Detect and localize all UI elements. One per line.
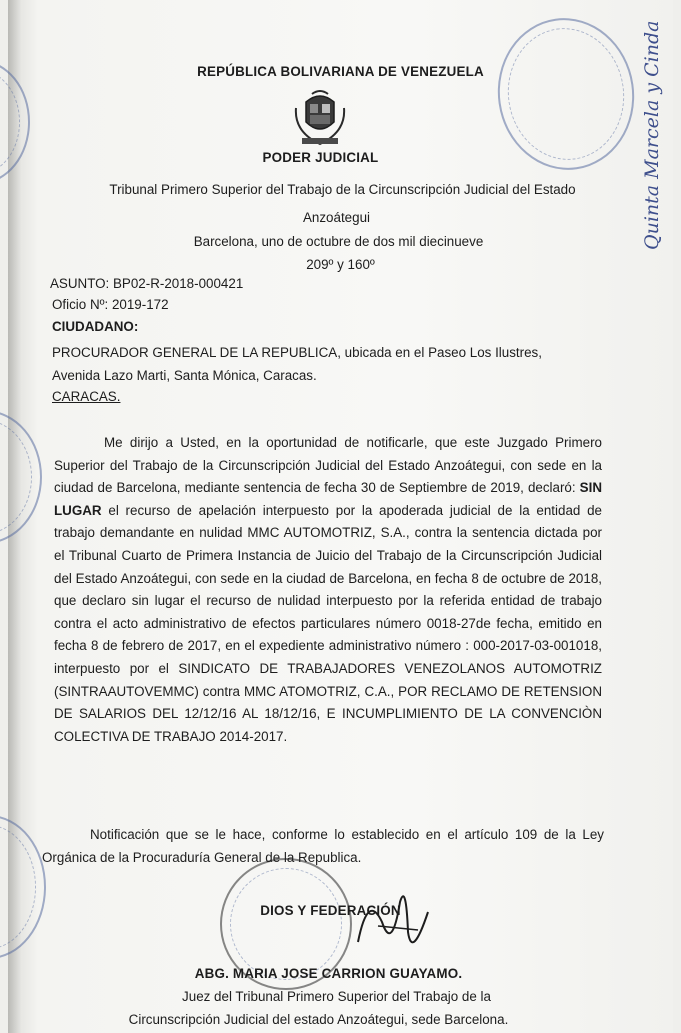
- header-branch: PODER JUDICIAL: [262, 150, 379, 165]
- body-paragraph-1-intro: Me dirijo a Usted, en la oportunidad de notificarle, que este Juzgado Primero Superior del Trabajo de la Circunscripción Judicial del Estado Anzoátegui, con sede en la ciudad de Barcelona, mediante sentencia de fecha 30 de Septiembre de 2019, declaró:: [54, 435, 602, 496]
- header-court-line1: Tribunal Primero Superior del Trabajo de la Circunscripción Judicial del Estado: [109, 182, 576, 197]
- addressee-title: CIUDADANO:: [52, 319, 139, 334]
- header-years: 209º y 160º: [306, 257, 375, 272]
- coat-of-arms-icon: [292, 88, 348, 148]
- header-court-line2: Anzoátegui: [302, 210, 370, 225]
- body-paragraph-2: Notificación que se le hace, conforme lo establecido en el artículo 109 de la Ley Orgánica de la Procuraduría General de la Republica.: [42, 827, 604, 865]
- header-country: REPÚBLICA BOLIVARIANA DE VENEZUELA: [197, 64, 484, 79]
- ruling-sin-lugar: SIN LUGAR: [54, 480, 602, 518]
- signature-name: ABG. MARIA JOSE CARRION GUAYAMO.: [194, 966, 463, 981]
- header-place-date: Barcelona, uno de octubre de dos mil diecinueve: [193, 234, 484, 249]
- signature-role-line1: Juez del Tribunal Primero Superior del Trabajo de la: [182, 989, 491, 1004]
- office-number: Oficio Nº: 2019-172: [52, 297, 169, 312]
- body-paragraph-1-rest: el recurso de apelación interpuesto por la apoderada judicial de la entidad de trabajo demandante en nulidad MMC AUTOMOTRIZ, S.A., contra la sentencia dictada por el Tribunal Cuarto de Primera Instancia de Juicio del Trabajo de la Circunscripción Judicial del Estado Anzoátegui, con sede en la ciudad de Barcelona, en fecha 8 de octubre de 2018, que declaro sin lugar el recurso de nulidad interpuesto por la referida entidad de trabajo contra el acto administrativo de efectos particulares número 0018-27de fecha, emitido en fecha 8 de febrero de 2017, en el expediente administrativo número : 000-2017-03-001018, interpuesto por el SINDICATO DE TRABAJADORES VENEZOLANOS AUTOMOTRIZ (SINTRAAUTOVEMMC) contra MMC ATOMOTRIZ, C.A., POR RECLAMO DE RETENSION DE SALARIOS DEL 12/12/16 AL 18/12/16, E INCUMPLIMIENTO DE LA CONVENCIÒN COLECTIVA DE TRABAJO 2014-2017.: [54, 502, 602, 744]
- addressee-line2: Avenida Lazo Marti, Santa Mónica, Caracas.: [52, 368, 317, 383]
- handwritten-note: Quinta Marcela y Cinda: [641, 20, 663, 250]
- addressee-line1: PROCURADOR GENERAL DE LA REPUBLICA, ubicada en el Paseo Los Ilustres,: [52, 345, 542, 360]
- subject-line: ASUNTO: BP02-R-2018-000421: [50, 276, 244, 291]
- body-paragraph-1: [54, 432, 602, 748]
- signature-role-line2: Circunscripción Judicial del estado Anzoátegui, sede Barcelona.: [128, 1012, 509, 1027]
- signature-closing: DIOS Y FEDERACIÓN: [260, 903, 401, 918]
- signature-scribble: [348, 882, 438, 965]
- addressee-city: CARACAS.: [52, 389, 121, 404]
